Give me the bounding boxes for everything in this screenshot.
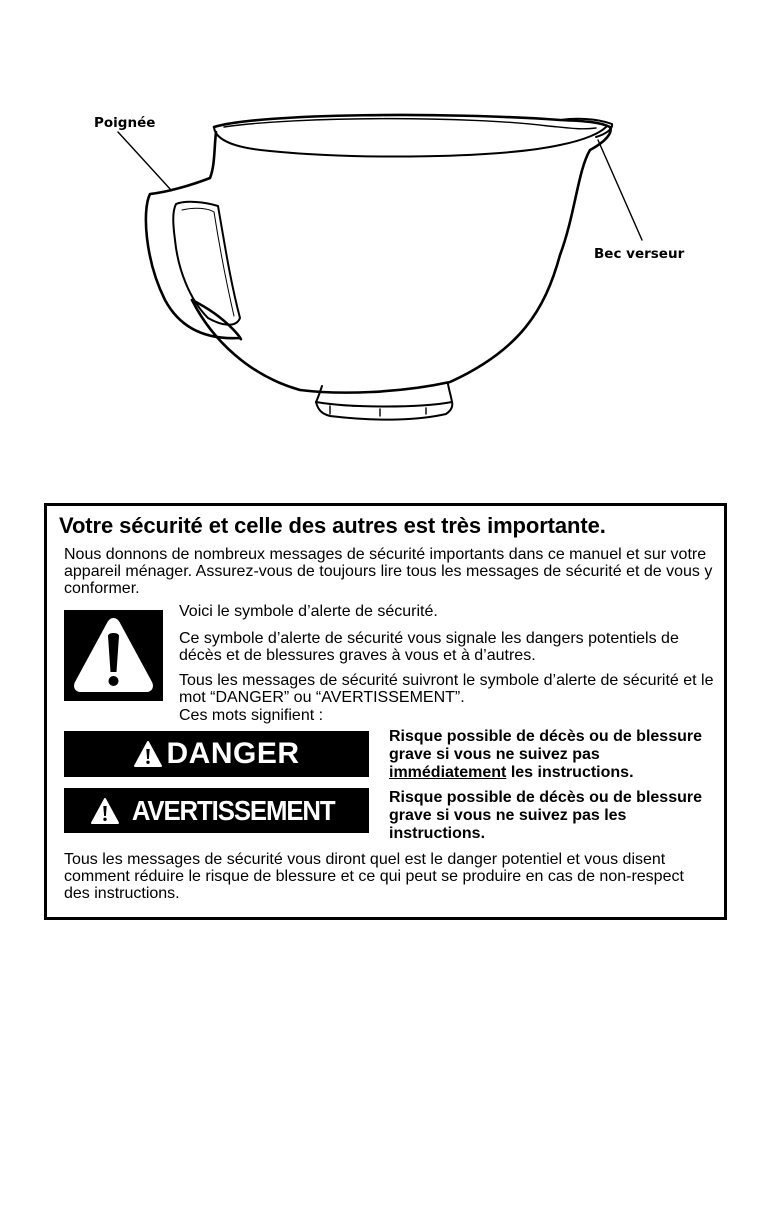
handle-opening <box>173 202 240 325</box>
safety-title: Votre sécurité et celle des autres est très importante. <box>59 513 606 538</box>
symbol-description-text: Ce symbole d’alerte de sécurité vous signale les dangers potentiels de décès et de blessures graves à vous et à d’autres. <box>179 630 679 664</box>
bowl-rim <box>214 127 606 157</box>
handle-label: Poignée <box>94 115 156 131</box>
safety-intro-text: Nous donnons de nombreux messages de sécurité importants dans ce manuel et sur votre appareil ménager. Assurez-vous de toujours lire tous les messages de sécurité et de vous y conformer. <box>64 546 713 597</box>
warning-signal-bar <box>64 788 369 833</box>
safety-notice-box <box>44 503 727 920</box>
safety-closing-text: Tous les messages de sécurité vous diront quel est le danger potentiel et vous disent comment réduire le risque de blessure et ce qui peut se produire en cas de non-respect des instructions. <box>64 851 684 902</box>
handle-outer <box>146 132 241 339</box>
danger-alert-icon <box>133 740 163 768</box>
bowl-rim-inner <box>224 119 596 129</box>
ceramic-bowl-drawing <box>0 0 774 460</box>
safety-alert-symbol <box>64 610 163 701</box>
bowl-foot <box>316 384 452 407</box>
warning-triangle-icon <box>64 610 163 701</box>
danger-label: DANGER <box>166 737 300 770</box>
danger-description <box>389 728 719 782</box>
symbol-intro-text: Voici le symbole d’alerte de sécurité. <box>179 603 438 620</box>
spout-leader-line <box>598 140 642 240</box>
danger-desc-part2: les instructions. <box>506 764 634 781</box>
danger-desc-underlined: immédiatement <box>389 764 507 781</box>
handle-leader-line <box>118 132 171 190</box>
danger-desc-part1: Risque possible de décès ou de blessure grave si vous ne suivez pas <box>389 728 702 763</box>
warning-label: AVERTISSEMENT <box>131 794 335 826</box>
symbol-follow-text: Tous les messages de sécurité suivront le symbole d’alerte de sécurité et le mot “DANGER” ou “AVERTISSEMENT”. <box>179 672 714 706</box>
bowl-illustration <box>0 0 774 460</box>
danger-signal-bar <box>64 731 369 777</box>
spout-label: Bec verseur <box>594 246 685 262</box>
words-meaning-text: Ces mots signifient : <box>179 707 324 724</box>
warning-alert-icon <box>90 797 120 825</box>
warning-description: Risque possible de décès ou de blessure grave si vous ne suivez pas les instructions. <box>389 789 702 842</box>
